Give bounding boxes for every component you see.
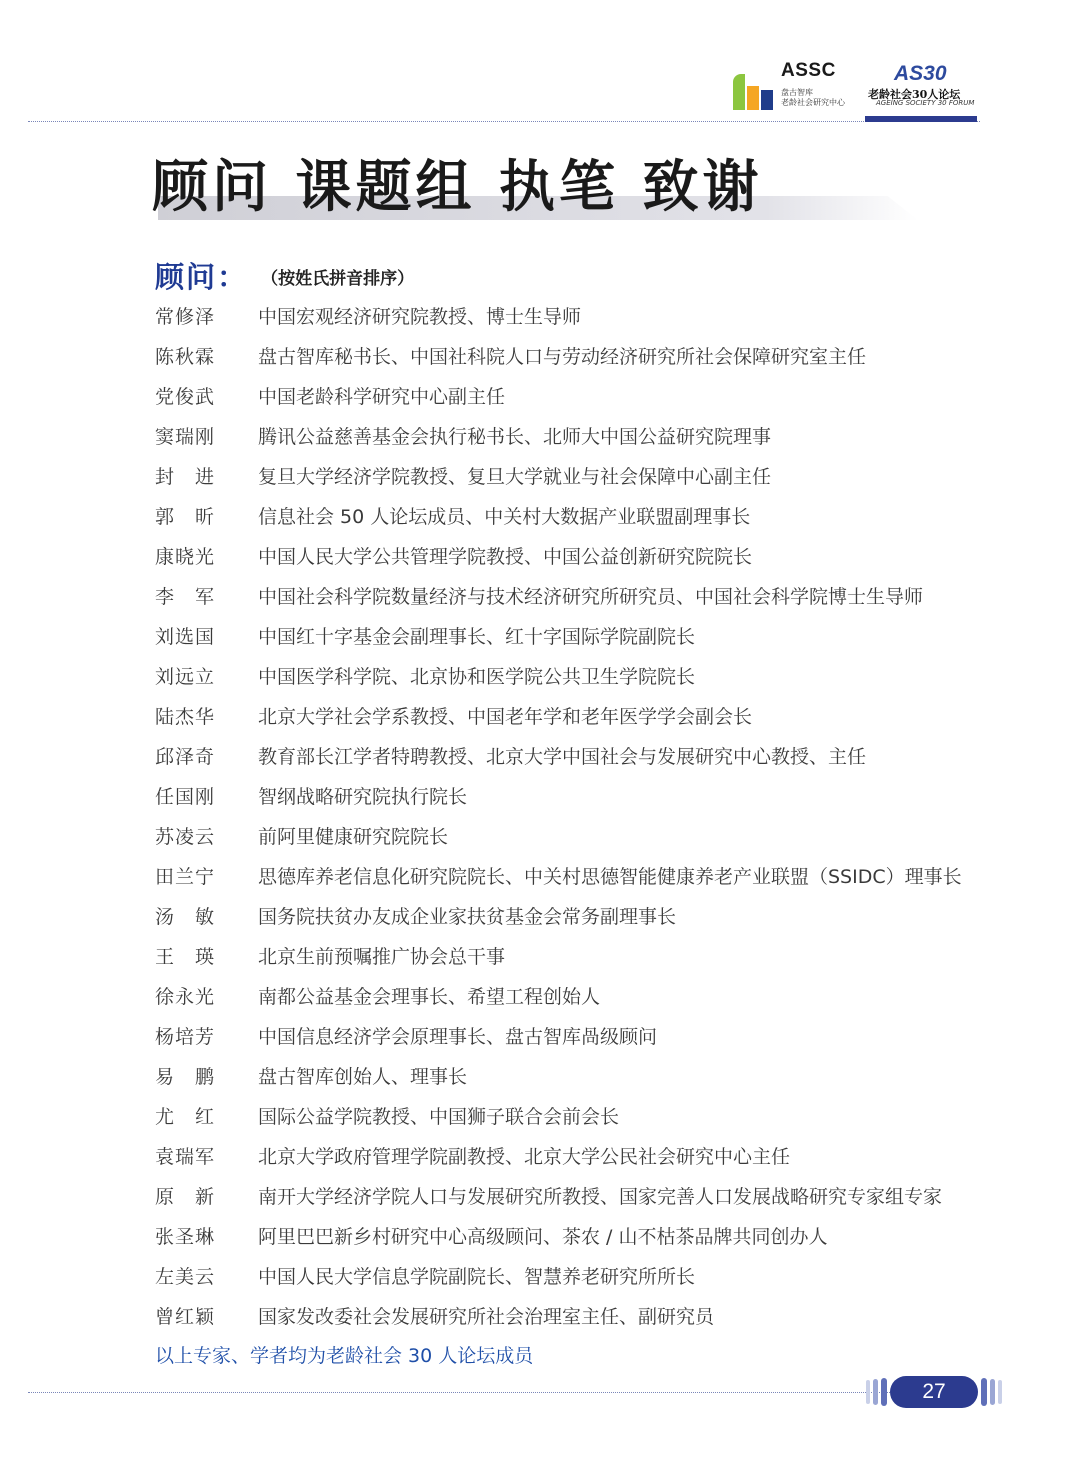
list-item xyxy=(155,1097,962,1137)
advisor-name: 任国刚 xyxy=(155,786,216,808)
as30-en-name: AGEING SOCIETY 30 FORUM xyxy=(876,99,975,107)
advisor-title: 中国宏观经济研究院教授、博士生导师 xyxy=(258,306,582,328)
list-item xyxy=(155,617,962,657)
list-item xyxy=(155,457,962,497)
advisor-title: 信息社会 50 人论坛成员、中关村大数据产业联盟副理事长 xyxy=(258,506,751,528)
advisor-title: 思德库养老信息化研究院院长、中关村思德智能健康养老产业联盟（SSIDC）理事长 xyxy=(258,866,962,888)
list-item xyxy=(155,937,962,977)
page-number-badge xyxy=(866,1376,1002,1408)
assc-abbr: ASSC xyxy=(781,60,836,81)
advisor-name: 刘远立 xyxy=(155,666,216,688)
list-item xyxy=(155,537,962,577)
advisor-name: 邱泽奇 xyxy=(155,746,216,768)
assc-name-line1: 盘古智库 xyxy=(781,88,813,97)
advisor-name: 窦瑞刚 xyxy=(155,426,216,448)
advisor-name: 郭 昕 xyxy=(155,506,216,528)
advisor-title: 复旦大学经济学院教授、复旦大学就业与社会保障中心副主任 xyxy=(258,466,772,488)
advisor-name: 党俊武 xyxy=(155,386,216,408)
list-item xyxy=(155,977,962,1017)
as30-logo-mark: AS30 xyxy=(894,62,947,85)
advisor-name: 徐永光 xyxy=(155,986,216,1008)
advisor-name: 常修泽 xyxy=(155,306,216,328)
page-title: 顾问 课题组 执笔 致谢 xyxy=(152,155,763,220)
advisor-name: 陈秋霖 xyxy=(155,346,216,368)
as30-logo xyxy=(866,62,978,110)
list-item xyxy=(155,1017,962,1057)
advisor-title: 国务院扶贫办友成企业家扶贫基金会常务副理事长 xyxy=(258,906,677,928)
advisor-title: 国际公益学院教授、中国狮子联合会前会长 xyxy=(258,1106,620,1128)
section-heading xyxy=(155,255,414,296)
advisor-title: 中国人民大学信息学院副院长、智慧养老研究所所长 xyxy=(258,1266,696,1288)
advisor-title: 国家发改委社会发展研究所社会治理室主任、副研究员 xyxy=(258,1306,715,1328)
advisor-title: 中国人民大学公共管理学院教授、中国公益创新研究院院长 xyxy=(258,546,753,568)
advisor-title: 北京大学社会学系教授、中国老年学和老年医学学会副会长 xyxy=(258,706,753,728)
advisor-title: 南都公益基金会理事长、希望工程创始人 xyxy=(258,986,601,1008)
list-item xyxy=(155,857,962,897)
list-item xyxy=(155,1137,962,1177)
advisor-name: 左美云 xyxy=(155,1266,216,1288)
advisor-title: 腾讯公益慈善基金会执行秘书长、北师大中国公益研究院理事 xyxy=(258,426,772,448)
advisor-name: 陆杰华 xyxy=(155,706,216,728)
list-item xyxy=(155,1257,962,1297)
advisor-title: 南开大学经济学院人口与发展研究所教授、国家完善人口发展战略研究专家组专家 xyxy=(258,1186,943,1208)
advisor-name: 袁瑞军 xyxy=(155,1146,216,1168)
advisor-name: 封 进 xyxy=(155,466,216,488)
advisor-title: 中国老龄科学研究中心副主任 xyxy=(258,386,506,408)
section-sort-note: （按姓氏拼音排序） xyxy=(261,269,415,289)
assc-logo xyxy=(733,58,858,110)
footer-divider xyxy=(28,1392,898,1393)
header-accent-bar xyxy=(865,116,977,122)
advisor-name: 汤 敏 xyxy=(155,906,216,928)
advisor-title: 中国社会科学院数量经济与技术经济研究所研究员、中国社会科学院博士生导师 xyxy=(258,586,924,608)
advisor-title: 中国红十字基金会副理事长、红十字国际学院副院长 xyxy=(258,626,696,648)
advisor-name: 尤 红 xyxy=(155,1106,216,1128)
list-item xyxy=(155,817,962,857)
advisor-name: 曾红颖 xyxy=(155,1306,216,1328)
advisor-name: 王 瑛 xyxy=(155,946,216,968)
list-item xyxy=(155,657,962,697)
list-item xyxy=(155,377,962,417)
list-item xyxy=(155,1217,962,1257)
advisor-name: 刘选国 xyxy=(155,626,216,648)
header-divider xyxy=(28,121,980,122)
advisor-title: 北京大学政府管理学院副教授、北京大学公民社会研究中心主任 xyxy=(258,1146,791,1168)
advisor-title: 前阿里健康研究院院长 xyxy=(258,826,449,848)
advisor-title: 盘古智库创始人、理事长 xyxy=(258,1066,468,1088)
advisor-name: 康晓光 xyxy=(155,546,216,568)
advisor-name: 原 新 xyxy=(155,1186,216,1208)
advisor-list xyxy=(155,297,962,1337)
advisor-title: 中国医学科学院、北京协和医学院公共卫生学院院长 xyxy=(258,666,696,688)
section-title: 顾问： xyxy=(155,260,249,294)
list-item xyxy=(155,337,962,377)
footnote: 以上专家、学者均为老龄社会 30 人论坛成员 xyxy=(155,1345,534,1367)
list-item xyxy=(155,1297,962,1337)
list-item xyxy=(155,417,962,457)
list-item xyxy=(155,777,962,817)
list-item xyxy=(155,897,962,937)
advisor-name: 杨培芳 xyxy=(155,1026,216,1048)
assc-logo-mark-icon xyxy=(733,64,773,110)
advisor-name: 易 鹏 xyxy=(155,1066,216,1088)
advisor-title: 北京生前预嘱推广协会总干事 xyxy=(258,946,506,968)
list-item xyxy=(155,737,962,777)
advisor-name: 李 军 xyxy=(155,586,216,608)
list-item xyxy=(155,497,962,537)
advisor-title: 阿里巴巴新乡村研究中心高级顾问、茶农 / 山不枯茶品牌共同创办人 xyxy=(258,1226,828,1248)
assc-name-line2: 老龄社会研究中心 xyxy=(781,98,845,107)
list-item xyxy=(155,1057,962,1097)
advisor-name: 张圣琳 xyxy=(155,1226,216,1248)
advisor-title: 智纲战略研究院执行院长 xyxy=(258,786,468,808)
advisor-title: 盘古智库秘书长、中国社科院人口与劳动经济研究所社会保障研究室主任 xyxy=(258,346,867,368)
advisor-title: 中国信息经济学会原理事长、盘古智库咼级顾问 xyxy=(258,1026,658,1048)
advisor-name: 苏凌云 xyxy=(155,826,216,848)
list-item xyxy=(155,1177,962,1217)
list-item xyxy=(155,697,962,737)
advisor-name: 田兰宁 xyxy=(155,866,216,888)
page-number: 27 xyxy=(922,1380,946,1403)
list-item xyxy=(155,297,962,337)
advisor-title: 教育部长江学者特聘教授、北京大学中国社会与发展研究中心教授、主任 xyxy=(258,746,867,768)
as30-cn-name: 老龄社会30人论坛 xyxy=(868,88,961,101)
list-item xyxy=(155,577,962,617)
